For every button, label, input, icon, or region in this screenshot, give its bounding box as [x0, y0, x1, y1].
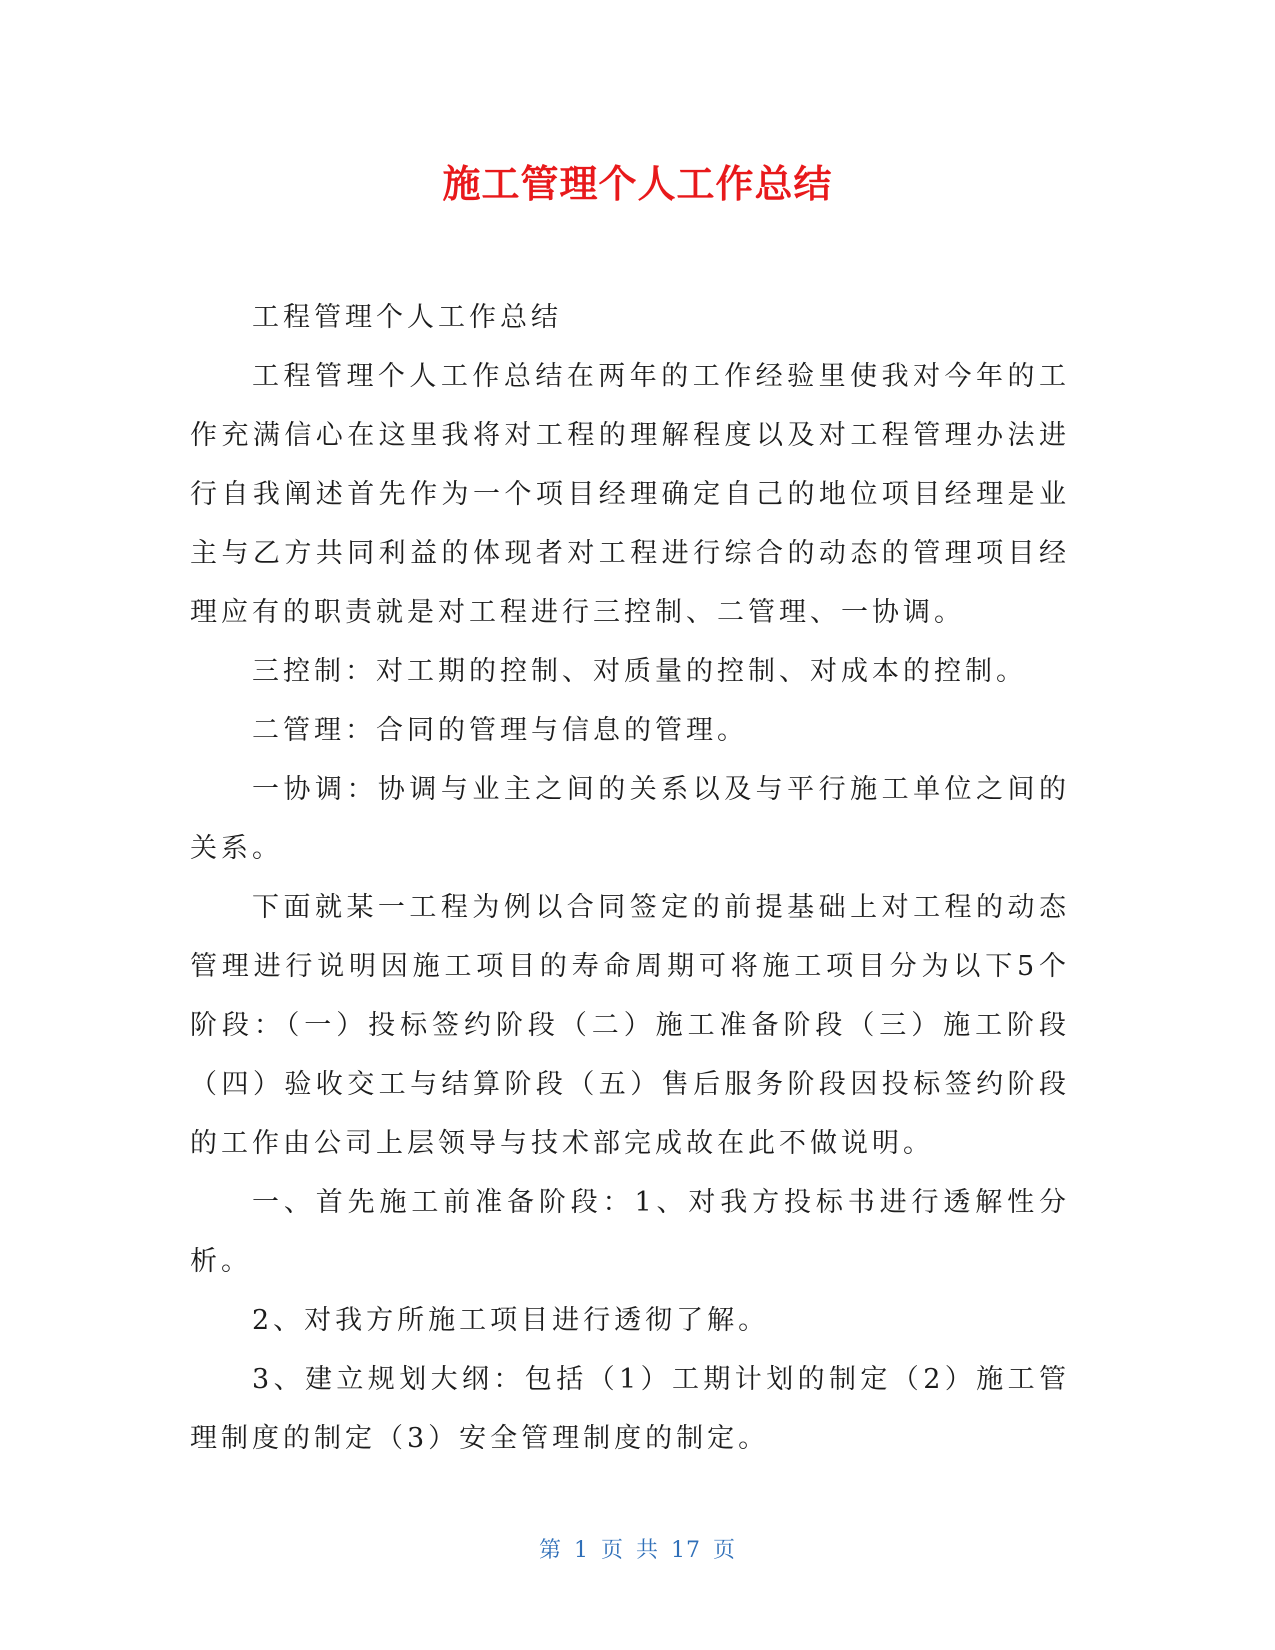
- paragraph-understanding: 2、对我方所施工项目进行透彻了解。: [252, 1305, 770, 1336]
- document-body: [190, 288, 1070, 1468]
- paragraph-preparation: 一、首先施工前准备阶段：1、对我方投标书进行透解性分析。: [190, 1187, 1070, 1277]
- paragraph-three-controls: 三控制：对工期的控制、对质量的控制、对成本的控制。: [252, 656, 1027, 687]
- footer-suffix: 页: [713, 1538, 737, 1563]
- footer-total-prefix: 共: [636, 1538, 660, 1563]
- document-title: 施工管理个人工作总结: [442, 162, 833, 206]
- footer-current-page: 1: [573, 1538, 589, 1563]
- paragraph-intro: 工程管理个人工作总结在两年的工作经验里使我对今年的工作充满信心在这里我将对工程的理解程度以及对工程管理办法进行自我阐述首先作为一个项目经理确定自己的地位项目经理是业主与乙方共同利益的体现者对工程进行综合的动态的管理项目经理应有的职责就是对工程进行三控制、二管理、一协调。: [190, 361, 1070, 628]
- footer-page-word: 页: [600, 1538, 624, 1563]
- page-footer: [0, 1536, 1275, 1566]
- paragraph-stages: 下面就某一工程为例以合同签定的前提基础上对工程的动态管理进行说明因施工项目的寿命周期可将施工项目分为以下5个阶段：（一）投标签约阶段（二）施工准备阶段（三）施工阶段（四）验收交工与结算阶段（五）售后服务阶段因投标签约阶段的工作由公司上层领导与技术部完成故在此不做说明。: [190, 892, 1070, 1159]
- footer-prefix: 第: [538, 1538, 562, 1563]
- footer-total-pages: 17: [671, 1538, 702, 1563]
- paragraph-two-management: 二管理：合同的管理与信息的管理。: [252, 715, 748, 746]
- paragraph-one-coordination: 一协调：协调与业主之间的关系以及与平行施工单位之间的关系。: [190, 774, 1070, 864]
- paragraph-planning: 3、建立规划大纲：包括（1）工期计划的制定（2）施工管理制度的制定（3）安全管理制度的制定。: [190, 1364, 1070, 1454]
- paragraph-heading: 工程管理个人工作总结: [252, 302, 562, 333]
